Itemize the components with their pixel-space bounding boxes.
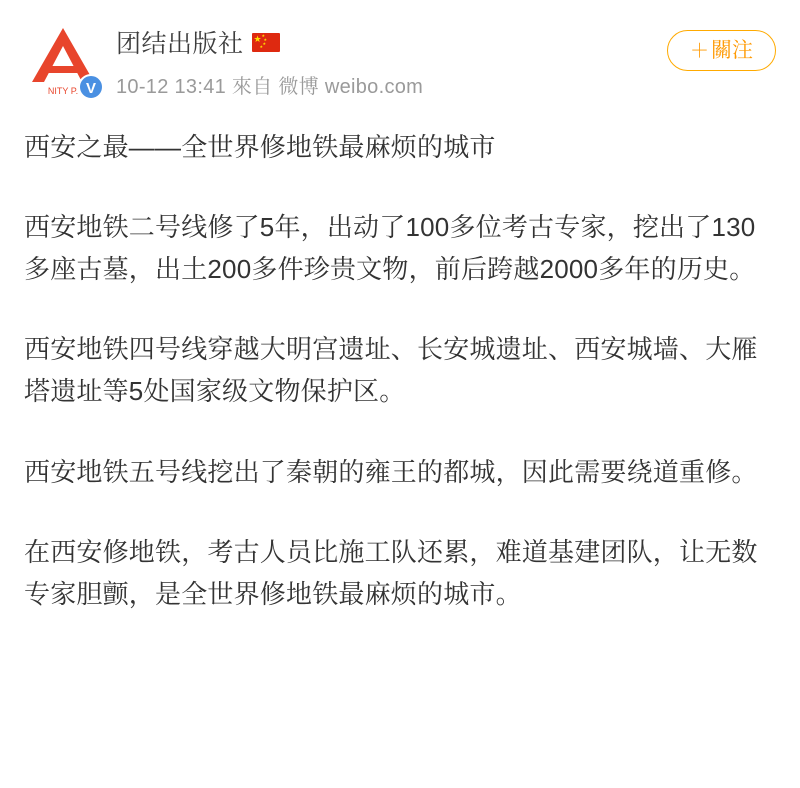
source-link[interactable]: 微博 weibo.com — [278, 76, 424, 98]
follow-button[interactable] — [667, 30, 776, 71]
svg-text:NITY P.: NITY P. — [47, 86, 79, 96]
post-header — [24, 20, 776, 100]
post-paragraph: 西安地铁二号线修了5年，出动了100多位考古专家，挖出了130多座古墓，出土200多件珍贵文物，前后跨越2000多年的历史。 — [24, 212, 756, 285]
follow-button-label: 關注 — [711, 39, 753, 62]
post-paragraph: 西安之最——全世界修地铁最麻烦的城市 — [24, 132, 496, 162]
post-content — [24, 126, 776, 615]
avatar[interactable] — [24, 20, 102, 98]
post-meta — [116, 20, 423, 99]
post-paragraph: 西安地铁五号线挖出了秦朝的雍王的都城，因此需要绕道重修。 — [24, 456, 758, 487]
author-row — [116, 24, 423, 60]
post-paragraph: 在西安修地铁，考古人员比施工队还累，难道基建团队，让无数专家胆颤，是全世界修地铁最麻烦的城市。 — [24, 536, 758, 609]
post-submeta — [116, 70, 423, 99]
plus-icon: ＋ — [689, 41, 709, 62]
post-paragraph: 西安地铁四号线穿越大明宫遗址、长安城遗址、西安城墙、大雁塔遗址等5处国家级文物保护区。 — [24, 334, 758, 407]
author-nickname[interactable]: 团结出版社 — [116, 30, 244, 58]
source-label: 來自 — [231, 76, 273, 98]
post-timestamp: 10-12 13:41 — [116, 76, 227, 98]
china-flag-icon: ★ ★ ★ ★ ★ — [252, 33, 280, 52]
verified-badge-icon: V — [78, 74, 104, 100]
